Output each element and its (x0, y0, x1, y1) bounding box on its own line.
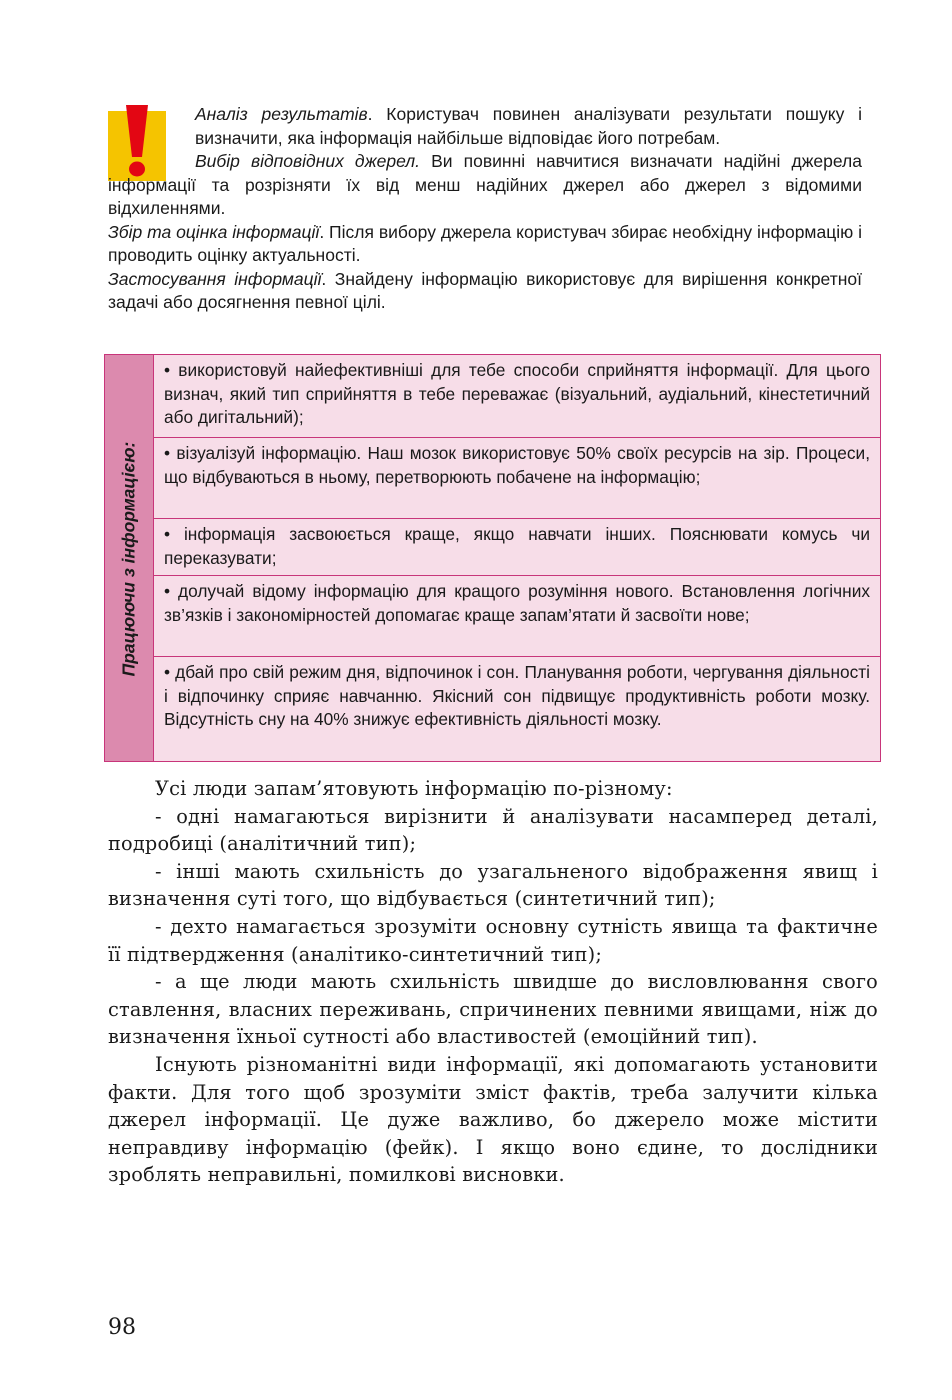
body-paragraph: - одні намагаються вирізнити й аналізувати насамперед деталі, подробиці (аналітичний тип); (108, 804, 878, 856)
body-paragraph: - інші мають схильність до узагальненого відображення явищ і визначення суті того, що відбувається (синтетичний тип); (108, 859, 878, 911)
term-application: Застосування інформації (108, 268, 322, 289)
body-paragraph: - дехто намагається зрозуміти основну сутність явища та фактичне її підтвердження (аналітико-синтетичний тип); (108, 914, 878, 966)
term-analysis: Аналіз результатів (195, 104, 368, 124)
tip-row: • дбай про свій режим дня, відпочинок і сон. Планування роботи, чергування діяльності і відпочинку сприяє навчанню. Якісний сон підвищує продуктивність роботи мозку. Відсутність сну на 40% знижує ефективність діяльності мозку. (164, 662, 870, 729)
text-analysis: . Користувач повинен аналізувати результати пошуку і визначити, яка інформація найбільше відповідає його потребам. (195, 104, 862, 148)
page-number: 98 (108, 1315, 136, 1340)
text-collection: . Після вибору джерела користувач збирає необхідну інформацію і проводить оцінку актуальності. (108, 221, 862, 265)
tips-rows (154, 355, 880, 761)
term-collection: Збір та оцінка інформації (108, 221, 320, 242)
paragraph-application (108, 268, 862, 315)
body-text (108, 775, 878, 1189)
tip-row: • долучай відому інформацію для кращого розуміння нового. Встановлення логічних зв’язків і закономірностей допомагає краще запам’ятати й засвоїти нове; (154, 576, 880, 657)
tip-row: • використовуй найефективніші для тебе способи сприйняття інформації. Для цього визнач, який тип сприйняття в тебе переважає (візуальний, аудіальний, кінестетичний або дигітальний); (154, 355, 880, 438)
paragraph-analysis (108, 103, 862, 150)
term-sources: Вибір відповідних джерел. (195, 151, 420, 171)
table-side-header (105, 355, 154, 761)
tip-row: • візуалізуй інформацію. Наш мозок використовує 50% своїх ресурсів на зір. Процеси, що відбуваються в ньому, перетворюють побачене на інформацію; (154, 438, 880, 519)
body-paragraph: - а ще люди мають схильність швидше до висловлювання свого ставлення, власних переживань, спричинених певними явищами, ніж до визначення їхньої сутності або властивостей (емоційний тип). (108, 970, 878, 1049)
body-paragraph: Існують різноманітні види інформації, які допомагають установити факти. Для того щоб зрозуміти зміст фактів, треба залучити кілька джерел інформації. Це дуже важливо, бо джерело може містити неправдиву інформацію (фейк). І якщо воно єдине, то дослідники зроблять неправильні, помилкові висновки. (108, 1052, 878, 1187)
tips-table (104, 354, 881, 762)
side-label: Працюючи з інформацією: (118, 441, 139, 677)
body-paragraph: Усі люди запам’ятовують інформацію по-різному: (155, 777, 673, 800)
paragraph-collection (108, 221, 862, 268)
text-sources: Ви повинні навчитися визначати надійні джерела інформації та розрізняти їх від менш надійних джерел або джерел з відомими відхиленнями. (108, 151, 862, 218)
text-application: . Знайдену інформацію використовує для вирішення конкретної задачі або досягнення певної цілі. (108, 268, 862, 312)
paragraph-sources (108, 150, 862, 221)
tip-row: • інформація засвоюється краще, якщо навчати інших. Пояснювати комусь чи переказувати; (154, 519, 880, 576)
intro-text (108, 103, 862, 315)
